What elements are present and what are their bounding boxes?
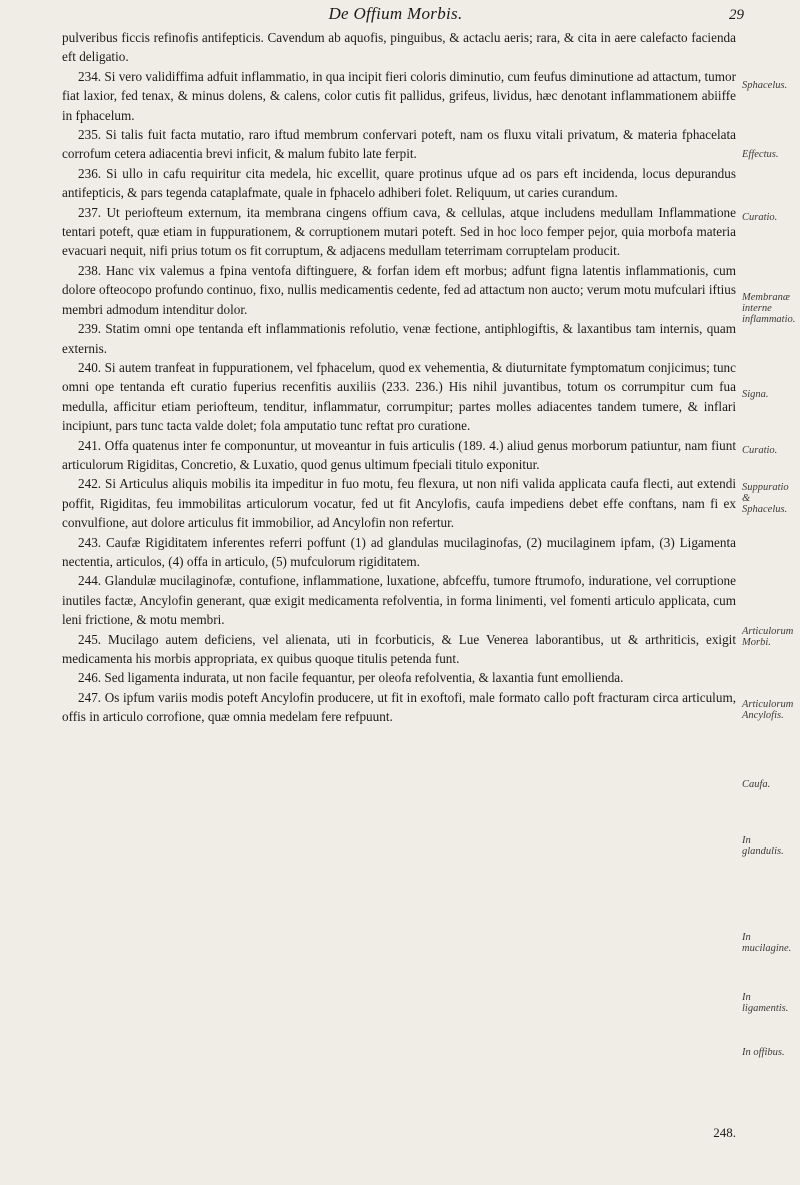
paragraph-text: Glandulæ mucilaginofæ, contufione, inflammatione, luxatione, abfceffu, tumore ftrumofo, induratione, vel corruptione inutiles factæ, Ancylofin generant, quæ exigit medicamenta refolventia, in forma linimenti, vel fomenti articulo applicata, cum leni frictione, & motu membri. [62, 573, 737, 628]
margin-note: In offibus. [742, 1047, 785, 1058]
paragraph [62, 164, 736, 203]
catchword: 248. [713, 1125, 736, 1140]
paragraph-text: Caufæ Rigiditatem inferentes referri poffunt (1) ad glandulas mucilaginofas, (2) mucilaginem ipfam, (3) Ligamenta nectentia, articulos, (4) offa in articulo, (5) mufculorum rigiditatem. [62, 534, 737, 569]
paragraph [62, 125, 736, 164]
paragraph-text: Si autem tranfeat in fuppurationem, vel fphacelum, quod ex vehementia, & diuturnitate fymptomatum conjicimus; tunc omni ope tentanda eft curatio fuperius recenfitis auxiliis (233. 236.) His nihil juvantibus, totum os corrumpitur cum fua medulla, afficitur etiam periofteum, tenditur, inflammatur, corrumpitur; partes molles adiacentes tandem tumere, & inflari incipiunt, pars tunc tacta valde dolet; fola amputatio tunc reftat pro curatione. [62, 359, 736, 434]
paragraph-number: 239. [78, 321, 102, 337]
paragraph-text: pulveribus ficcis refinofis antifepticis. Cavendum ab aquofis, pinguibus, & actaclu aeris; rara, & cita in aere calefacto facienda eft deligatio. [62, 30, 736, 65]
margin-note: Signa. [742, 389, 769, 400]
paragraph-text: Si Articulus aliquis mobilis ita impeditur in fuo motu, feu flexura, ut non nifi valida applicata caufa flecti, aut extendi poffit, Rigiditas, feu immobilitas articulorum vocatur, fed ut fit Ancylofis, caufa impediens debet effe conftans, nam fi ex convulfione, aut dolore articulus fit immobilior, ad Ancylofin non refertur. [62, 476, 736, 531]
paragraph-number: 247. [78, 689, 102, 705]
margin-note: Suppuratio & Sphacelus. [742, 482, 789, 515]
margin-note: In ligamentis. [742, 992, 789, 1014]
paragraph-number: 241. [78, 437, 102, 453]
paragraph [62, 319, 736, 358]
body-text [62, 28, 736, 727]
paragraph [62, 358, 736, 436]
paragraph-text: Sed ligamenta indurata, ut non facile fequantur, per oleofa refolventia, & laxantia funt emollienda. [104, 670, 624, 686]
margin-note: Membranæ interne inflammatio. [742, 292, 796, 325]
paragraph [62, 688, 736, 727]
paragraph [62, 474, 736, 532]
paragraph-text: Statim omni ope tentanda eft inflammationis refolutio, venæ fectione, antiphlogiftis, & laxantibus tam internis, quam externis. [62, 321, 736, 356]
margin-note: In glandulis. [742, 835, 784, 857]
paragraph-text: Os ipfum variis modis poteft Ancylofin producere, ut fit in exoftofi, male formato callo poft fracturam circa articulum, offis in articulo corrofione, quæ omnia medelam fere refpuunt. [62, 689, 736, 725]
paragraph-number: 245. [78, 631, 102, 647]
paragraph [62, 67, 736, 125]
running-head [62, 4, 744, 26]
paragraph-number: 243. [78, 534, 102, 550]
margin-note: Articulorum Morbi. [742, 626, 794, 648]
page-number: 29 [729, 7, 744, 23]
margin-note: Sphacelus. [742, 80, 788, 91]
paragraph-number: 244. [78, 573, 102, 589]
paragraph-text: Mucilago autem deficiens, vel alienata, uti in fcorbuticis, & Lue Venerea laborantibus, ut & arthriticis, exigit medicamenta his morbis appropriata, ex quibus quoque titulis petenda funt. [62, 631, 736, 666]
margin-note: Curatio. [742, 212, 778, 223]
paragraph-number: 242. [78, 476, 102, 492]
paragraph [62, 668, 736, 687]
paragraph-text: Si talis fuit facta mutatio, raro iftud membrum confervari poteft, nam os fluxu vitali privatum, & materia fphacelata corrofum cetera adiacentia brevi inficit, & malum fubito late ferpit. [62, 127, 737, 162]
paragraph-text: Offa quatenus inter fe componuntur, ut moveantur in fuis articulis (189. 4.) aliud genus morborum patiuntur, nam fiunt articulorum Rigiditas, Concretio, & Luxatio, quod genus ultimum fpeciali titulo exponitur. [62, 437, 736, 472]
margin-note: Effectus. [742, 149, 779, 160]
paragraph-number: 240. [78, 359, 102, 375]
paragraph-text: Si ullo in cafu requiritur cita medela, hic excellit, quare protinus ufque ad os pars eft incidenda, locus depurandus antifepticis, & pars tegenda cataplafmate, quale in fphacelo adhiberi folet. Reliquum, ut caries curandum. [62, 165, 737, 201]
running-title: De Offium Morbis. [328, 4, 463, 23]
paragraph-text: Hanc vix valemus a fpina ventofa diftinguere, & forfan idem eft morbus; adfunt figna latentis inflammationis, cum dolore ofteocopo profundo continuo, fixo, nullis medicamentis cedente, fed ad attactum non aucto; verum motu mufculari iftius membri admodum intenditur dolor. [62, 262, 737, 317]
paragraph [62, 630, 736, 669]
paragraph-number: 235. [78, 127, 102, 143]
paragraph [62, 261, 736, 319]
margin-note: Curatio. [742, 445, 778, 456]
margin-note: Articulorum Ancylofis. [742, 699, 794, 721]
paragraph-number: 236. [78, 165, 102, 181]
margin-note: In mucilagine. [742, 932, 792, 954]
paragraph-number: 237. [78, 204, 102, 220]
paragraph-number: 238. [78, 262, 102, 278]
paragraph [62, 203, 736, 261]
paragraph-number: 246. [78, 670, 102, 686]
paragraph [62, 436, 736, 475]
paragraph [62, 533, 736, 572]
paragraph-text: Si vero validiffima adfuit inflammatio, in qua incipit fieri coloris diminutio, cum feufus diminutione ad attactum, tumor fiat laxior, fed tenax, & minus dolens, & calens, color cutis fit pallidus, grifeus, lividus, hæc denotant inflammationem abiiffe in fphacelum. [62, 68, 737, 123]
paragraph-number: 234. [78, 68, 102, 84]
paragraph [62, 28, 736, 67]
paragraph-text: Ut periofteum externum, ita membrana cingens offium cava, & cellulas, atque includens medullam Inflammatione tentari poteft, quæ etiam in fuppurationem, & corruptionem mutari poteft. Sed in hoc loco femper pejor, quia morbofa materia evacuari nequit, nifi prius totum os fit corruptum, & adjacens medullam teterrimam corruptelam producit. [62, 204, 736, 259]
paragraph [62, 571, 736, 629]
margin-note: Caufa. [742, 779, 771, 790]
